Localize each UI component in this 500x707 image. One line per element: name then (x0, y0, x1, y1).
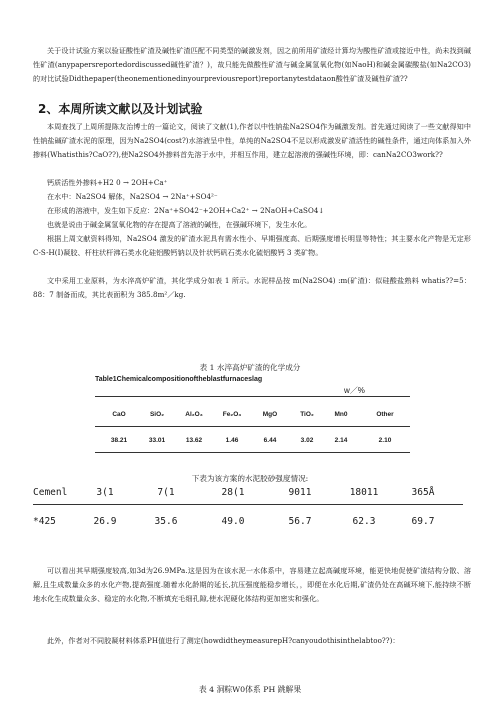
table1-header: SiO₂ (149, 411, 165, 418)
body-paragraph: 根据上周文献资料得知，Na2SO4 激发的矿渣水泥具有需水性小、早期强度高、后期强度增长明显等特性；其主要水化产物是无定形 C-S-H(I)凝胶、杆柱状杆沸石类水化硅铝酸钙钠以及针状钙矾石类水化硫铝酸钙 3 类矿物。 (33, 234, 471, 257)
body-paragraph: 也就是说由于碱金属氢氧化物的存在提高了溶液的碱性，在强碱环境下，发生水化。 (47, 220, 312, 229)
table1-value: 38.21 (110, 437, 128, 444)
body-paragraph: 本周查找了上周所提陈友治博士的一篇论文，阅读了文献(1),作者以中性钠盐Na2SO4作为碱激发剂。首先通过阅读了一些文献得知中性钠盐碱矿渣水泥的原理，因为Na2SO4(cost?)水溶液呈中性，单纯的Na2SO4不足以形成激发矿渣活性的碱性条件，通过向体系加入外掺料(Whatisthis?CaO??),使Na2SO4外掺料首先溶于水中，并相互作用，建立起溶液的强碱性环境，即：canNa2CO3work?? (33, 122, 471, 159)
table2-header: 7(1 (157, 487, 175, 498)
table1-value: 13.62 (185, 437, 203, 444)
table2-value: 62.3 (352, 516, 376, 527)
table1-caption: 表 1 水淬高炉矿渣的化学成分 (199, 363, 301, 372)
table2-header: 18011 (349, 487, 379, 498)
table4-caption: 表 4 洞粽W0体系 PH 跳解果 (198, 685, 302, 694)
table1-header: Other (376, 411, 394, 418)
table2-value: 56.7 (288, 516, 312, 527)
intro-paragraph: 关于设计试验方案以验证酸性矿渣及碱性矿渣匹配不同类型的碱激发剂，因之前所用矿渣经计算均为酸性矿渣或接近中性，尚未找到碱性矿渣(anypapersreportedordiscussed碱性矿渣？)，故只能先做酸性矿渣与碱金属氢氧化物(如NaoH)和碱金属碳酸盐(如Na2CO3)的对比试验Didthepaper(theonementionedinyourpreviousreport)reportanytestdataon酸性矿渣及碱性矿渣?? (33, 46, 471, 83)
table2-value: 35.6 (154, 516, 178, 527)
formula-line: 在水中：Na2SO4 解体，Na2SO4 → 2Na⁺+SO4²⁻ (47, 192, 218, 201)
table1-value: 6.44 (263, 437, 277, 444)
section-heading: 2、本周所读文献以及计划试验 (38, 102, 203, 116)
table1-header: Al₂O₃ (185, 411, 203, 418)
table2-mid-rule (33, 504, 463, 505)
table1-header: CaO (112, 411, 126, 418)
table2-value: *425 (33, 516, 56, 527)
table1-header: Mn0 (334, 411, 348, 418)
table1-top-rule (95, 396, 410, 397)
table1-unit: w／% (344, 386, 365, 395)
table1-header: TiO₂ (300, 411, 314, 418)
table2-value: 26.9 (93, 516, 117, 527)
table2-header: 365Å (411, 487, 435, 498)
table2-header: Cemenl (33, 487, 68, 498)
table1-header: Fe₂O₃ (222, 411, 242, 418)
table1-caption-en: Table1Chemicalcompositionoftheblastfurnaceslag (95, 376, 263, 383)
table2-header: 28(1 (221, 487, 245, 498)
table1-mid-rule (95, 426, 410, 427)
formula-line: 钙质活性外掺料+H2 0 → 2OH+Ca⁺ (47, 178, 168, 187)
table2-value: 69.7 (411, 516, 435, 527)
table1-header: MgO (262, 411, 278, 418)
table2-header: 3(1 (96, 487, 114, 498)
formula-line: 在形成的溶液中，发生如下反应：2Na⁺+SO42⁻+2OH+Ca2⁺ → 2NaOH+CaSO4↓ (47, 206, 325, 215)
table1-value: 33.01 (148, 437, 166, 444)
table1-value: 2.10 (378, 437, 392, 444)
table1-bottom-rule (95, 452, 410, 453)
body-paragraph: 此外，作者对不同胶凝材料体系PH值进行了测定(howdidtheymeasurepH?canyoudothisinthelabtoo??)： (47, 636, 400, 645)
table1-value: 1.46 (225, 437, 239, 444)
table2-value: 49.0 (221, 516, 245, 527)
body-paragraph: 可以看出其早期强度较高,如3d为26.9MPa.这是因为在该水泥一水体系中，容易建立起高碱度环境，能更快地促使矿渣结构分散、溶解,且生成数量众多的水化产物,提高强度.随着水化龄期的延长,抗压强度能稳步增长，，即便在水化后期,矿渣仍处在高碱环境下,能持续不断地水化生成数量众多、稳定的水化物,不断填充毛细孔隙,使水泥硬化体结构更加密实和强化。 (33, 566, 471, 603)
table2-header: 9011 (288, 487, 312, 498)
body-paragraph: 文中采用工业原料，为水淬高炉矿渣，其化学成分如表 1 所示。水泥样品按 m(Na2SO4) :m(矿渣)：似硅酸盐熟料 whatis??=5：88：7 制备而成，其比表面积为 385.8m²／kg. (33, 276, 471, 299)
table1-value: 3.02 (300, 437, 314, 444)
table2-caption: 下表为该方案的水泥胶砂强度情况: (191, 474, 309, 483)
table1-value: 2.14 (334, 437, 348, 444)
